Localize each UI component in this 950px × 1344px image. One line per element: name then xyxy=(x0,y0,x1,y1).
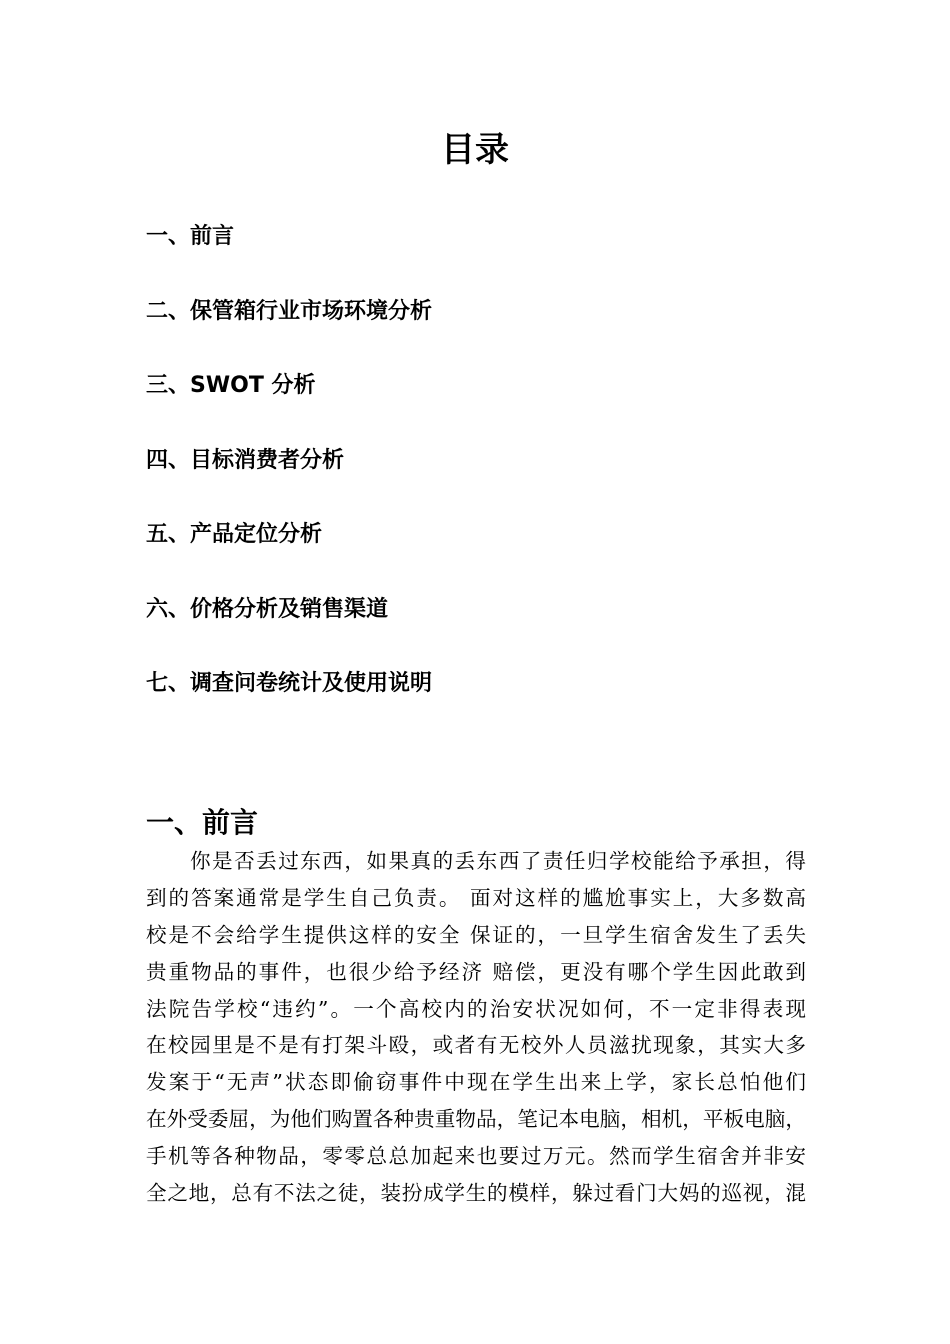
paragraph-line: 法院告学校“违约”。一个高校内的治安状况如何，不一定非得表现 xyxy=(146,996,806,1021)
toc-item-survey: 七、调查问卷统计及使用说明 xyxy=(146,671,433,696)
toc-item-swot: 三、SWOT 分析 xyxy=(146,373,316,398)
preface-paragraph xyxy=(146,843,806,1212)
paragraph-line: 到的答案通常是学生自己负责。 面对这样的尴尬事实上，大多数高 xyxy=(146,885,806,910)
paragraph-line: 在外受委屈，为他们购置各种贵重物品，笔记本电脑，相机，平板电脑， xyxy=(146,1107,806,1132)
section-heading-preface: 一、前言 xyxy=(146,806,259,839)
paragraph-line: 手机等各种物品，零零总总加起来也要过万元。然而学生宿舍并非安 xyxy=(146,1144,806,1169)
toc-item-product-positioning: 五、产品定位分析 xyxy=(146,522,323,547)
toc-item-price-channels: 六、价格分析及销售渠道 xyxy=(146,596,389,622)
paragraph-line: 全之地，总有不法之徒，装扮成学生的模样，躲过看门大妈的巡视，混 xyxy=(146,1181,806,1206)
paragraph-line: 你是否丢过东西，如果真的丢东西了责任归学校能给予承担，得 xyxy=(190,849,806,873)
paragraph-line: 校是不会给学生提供这样的安全 保证的，一旦学生宿舍发生了丢失 xyxy=(146,922,806,947)
toc-item-market-environment: 二、保管箱行业市场环境分析 xyxy=(146,298,433,324)
paragraph-line: 贵重物品的事件，也很少给予经济 赔偿，更没有哪个学生因此敢到 xyxy=(146,959,806,984)
table-of-contents xyxy=(146,220,826,742)
toc-item-target-consumers: 四、目标消费者分析 xyxy=(146,447,345,473)
toc-title: 目录 xyxy=(441,130,509,170)
toc-item-preface: 一、前言 xyxy=(146,224,235,249)
paragraph-line: 发案于“无声”状态即偷窃事件中现在学生出来上学，家长总怕他们 xyxy=(146,1070,806,1095)
paragraph-line: 在校园里是不是有打架斗殴，或者有无校外人员滋扰现象，其实大多 xyxy=(146,1033,806,1058)
